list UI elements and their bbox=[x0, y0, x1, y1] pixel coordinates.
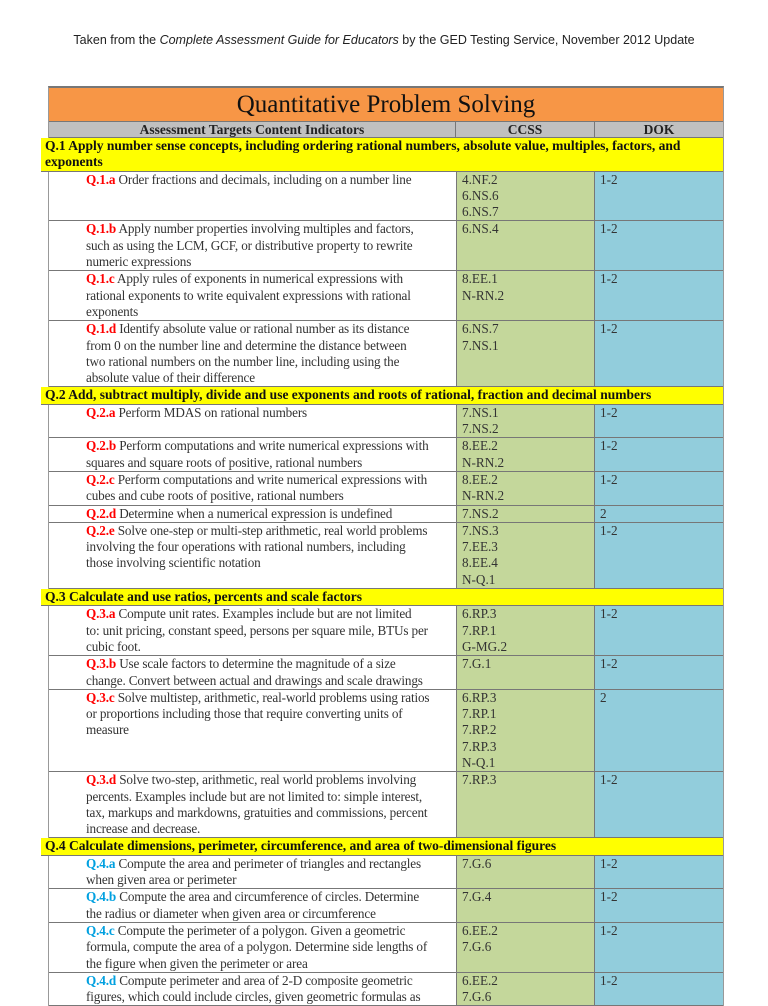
table-row bbox=[49, 438, 723, 472]
indicator-text: formula, compute the area of a polygon. Determine side lengths of bbox=[86, 939, 428, 955]
header-row bbox=[49, 122, 723, 138]
ccss-code: N-Q.1 bbox=[462, 754, 496, 770]
section-heading bbox=[41, 387, 723, 404]
ccss-code: N-RN.2 bbox=[462, 287, 505, 303]
indicator-line bbox=[86, 254, 456, 270]
indicator-line bbox=[86, 923, 456, 939]
indicator-cell bbox=[49, 690, 456, 771]
ccss-code: 6.EE.2 bbox=[462, 972, 498, 988]
indicator-line bbox=[86, 821, 456, 837]
table-row bbox=[49, 321, 723, 387]
section-heading bbox=[41, 838, 723, 855]
indicator-text: Identify absolute value or rational number as its distance bbox=[119, 321, 410, 337]
indicator-text: Perform MDAS on rational numbers bbox=[118, 404, 308, 420]
ccss-cell bbox=[456, 321, 595, 386]
table-row bbox=[49, 606, 723, 656]
indicator-text: cubes and cube roots of positive, rational numbers bbox=[86, 488, 344, 504]
caption-book-title: Complete Assessment Guide for Educators bbox=[159, 33, 399, 47]
indicator-cell bbox=[49, 973, 456, 1006]
ccss-code: 6.NS.6 bbox=[462, 187, 499, 203]
indicator-text: change. Convert between actual and drawings and scale drawings bbox=[86, 672, 423, 688]
indicator-line bbox=[86, 555, 456, 571]
ccss-cell bbox=[456, 271, 595, 320]
table-row bbox=[49, 221, 723, 271]
dok-cell: 1-2 bbox=[595, 172, 723, 221]
indicator-text: cubic foot. bbox=[86, 638, 141, 654]
dok-cell: 1-2 bbox=[595, 856, 723, 889]
indicator-text: or proportions including those that require converting units of bbox=[86, 706, 403, 722]
indicator-label: Q.3.a bbox=[86, 606, 116, 622]
indicator-text: Compute perimeter and area of 2-D composite geometric bbox=[119, 972, 413, 988]
table-row bbox=[49, 506, 723, 523]
ccss-code: N-Q.1 bbox=[462, 571, 496, 587]
indicator-line bbox=[86, 304, 456, 320]
dok-cell: 1-2 bbox=[595, 221, 723, 270]
indicator-cell bbox=[49, 172, 456, 221]
ccss-code: 7.RP.2 bbox=[462, 722, 497, 738]
indicator-cell bbox=[49, 656, 456, 689]
ccss-cell bbox=[456, 889, 595, 922]
indicator-label: Q.4.d bbox=[86, 972, 117, 988]
indicator-line bbox=[86, 889, 456, 905]
assessment-table bbox=[45, 86, 724, 1006]
indicator-line bbox=[86, 706, 456, 722]
ccss-code: 6.RP.3 bbox=[462, 689, 497, 705]
dok-cell: 1-2 bbox=[595, 772, 723, 837]
header-dok: DOK bbox=[643, 122, 675, 137]
indicator-text: Compute unit rates. Examples include but are not limited bbox=[118, 606, 412, 622]
indicator-line bbox=[86, 673, 456, 689]
indicator-line bbox=[86, 973, 456, 989]
indicator-text: to: unit pricing, constant speed, persons per square mile, BTUs per bbox=[86, 622, 428, 638]
indicator-line bbox=[86, 989, 456, 1005]
indicator-label: Q.2.c bbox=[86, 471, 115, 487]
indicator-cell bbox=[49, 889, 456, 922]
indicator-line bbox=[86, 354, 456, 370]
indicator-line bbox=[86, 172, 456, 188]
section-heading-line: Q.4 Calculate dimensions, perimeter, circumference, and area of two-dimensional figures bbox=[45, 838, 557, 854]
ccss-code: N-RN.2 bbox=[462, 454, 505, 470]
indicator-text: Compute the area and circumference of circles. Determine bbox=[119, 889, 420, 905]
dok-cell: 1-2 bbox=[595, 271, 723, 320]
ccss-code: 8.EE.2 bbox=[462, 438, 498, 454]
indicator-line bbox=[86, 789, 456, 805]
indicator-cell bbox=[49, 221, 456, 270]
header-indicators: Assessment Targets Content Indicators bbox=[49, 122, 456, 137]
indicator-label: Q.1.b bbox=[86, 221, 117, 237]
ccss-cell bbox=[456, 606, 595, 655]
indicator-text: Apply rules of exponents in numerical expressions with bbox=[116, 271, 403, 287]
dok-cell: 1-2 bbox=[595, 321, 723, 386]
indicator-cell bbox=[49, 606, 456, 655]
indicator-text: exponents bbox=[86, 303, 139, 319]
indicator-text: Solve multistep, arithmetic, real-world problems using ratios bbox=[117, 689, 430, 705]
indicator-text: involving the four operations with rational numbers, including bbox=[86, 539, 406, 555]
dok-cell: 1-2 bbox=[595, 973, 723, 1006]
dok-cell: 2 bbox=[595, 690, 723, 771]
indicator-line bbox=[86, 906, 456, 922]
ccss-code: N-RN.2 bbox=[462, 488, 505, 504]
indicator-cell bbox=[49, 856, 456, 889]
indicator-line bbox=[86, 690, 456, 706]
table-row bbox=[49, 472, 723, 506]
dok-cell: 1-2 bbox=[595, 889, 723, 922]
indicator-text: when given area or perimeter bbox=[86, 872, 237, 888]
indicator-label: Q.4.b bbox=[86, 889, 117, 905]
ccss-cell bbox=[456, 923, 595, 972]
indicator-text: rational exponents to write equivalent expressions with rational bbox=[86, 287, 411, 303]
indicator-line bbox=[86, 271, 456, 287]
indicator-label: Q.3.d bbox=[86, 772, 117, 788]
table-row bbox=[49, 772, 723, 838]
indicator-text: Solve two-step, arithmetic, real world problems involving bbox=[119, 772, 417, 788]
indicator-text: from 0 on the number line and determine the distance between bbox=[86, 337, 407, 353]
indicator-text: those involving scientific notation bbox=[86, 555, 261, 571]
table-row bbox=[49, 405, 723, 439]
indicator-cell bbox=[49, 772, 456, 837]
section-heading-line: Q.2 Add, subtract multiply, divide and use exponents and roots of rational, fraction and decimal numbers bbox=[45, 387, 652, 403]
ccss-cell bbox=[456, 172, 595, 221]
indicator-line bbox=[86, 321, 456, 337]
ccss-code: 6.RP.3 bbox=[462, 606, 497, 622]
indicator-line bbox=[86, 488, 456, 504]
ccss-cell bbox=[456, 405, 595, 438]
section-heading bbox=[41, 589, 723, 606]
indicator-label: Q.2.a bbox=[86, 404, 116, 420]
indicator-text: Determine when a numerical expression is undefined bbox=[119, 505, 393, 521]
indicator-line bbox=[86, 506, 456, 522]
ccss-code: 7.G.6 bbox=[462, 989, 492, 1005]
indicator-text: such as using the LCM, GCF, or distributive property to rewrite bbox=[86, 237, 413, 253]
ccss-code: 7.NS.2 bbox=[462, 421, 499, 437]
ccss-cell bbox=[456, 973, 595, 1006]
table-row bbox=[49, 923, 723, 973]
indicator-line bbox=[86, 438, 456, 454]
section-heading-line: Q.1 Apply number sense concepts, including ordering rational numbers, absolute value, multiples, factors, and bbox=[45, 138, 681, 153]
table-row bbox=[49, 523, 723, 589]
indicator-line bbox=[86, 606, 456, 622]
ccss-code: 7.G.6 bbox=[462, 855, 492, 871]
indicator-line bbox=[86, 856, 456, 872]
ccss-code: 7.G.1 bbox=[462, 656, 492, 672]
ccss-cell bbox=[456, 506, 595, 522]
indicator-text: tax, markups and markdowns, gratuities and commissions, percent bbox=[86, 804, 428, 820]
ccss-code: 7.NS.2 bbox=[462, 505, 499, 521]
indicator-cell bbox=[49, 438, 456, 471]
indicator-cell bbox=[49, 405, 456, 438]
indicator-cell bbox=[49, 321, 456, 386]
ccss-code: 7.EE.3 bbox=[462, 539, 498, 555]
ccss-code: 7.G.6 bbox=[462, 939, 492, 955]
indicator-line bbox=[86, 722, 456, 738]
indicator-line bbox=[86, 639, 456, 655]
dok-cell: 1-2 bbox=[595, 656, 723, 689]
indicator-label: Q.2.b bbox=[86, 438, 117, 454]
table-row bbox=[49, 656, 723, 690]
section-heading-line: exponents bbox=[45, 154, 103, 170]
indicator-text: percents. Examples include but are not limited to: simple interest, bbox=[86, 788, 423, 804]
dok-cell: 1-2 bbox=[595, 523, 723, 588]
ccss-code: 7.NS.3 bbox=[462, 522, 499, 538]
indicator-text: absolute value of their difference bbox=[86, 370, 255, 386]
indicator-line bbox=[86, 872, 456, 888]
dok-cell: 1-2 bbox=[595, 438, 723, 471]
indicator-label: Q.2.d bbox=[86, 505, 117, 521]
table-row bbox=[49, 856, 723, 890]
ccss-code: 7.RP.1 bbox=[462, 706, 497, 722]
indicator-text: the radius or diameter when given area or circumference bbox=[86, 905, 376, 921]
table-row bbox=[49, 973, 723, 1006]
dok-cell: 1-2 bbox=[595, 606, 723, 655]
header-ccss: CCSS bbox=[456, 122, 595, 137]
indicator-label: Q.4.a bbox=[86, 855, 116, 871]
indicator-text: Use scale factors to determine the magnitude of a size bbox=[119, 656, 396, 672]
indicator-line bbox=[86, 472, 456, 488]
indicator-text: the figure when given the perimeter or area bbox=[86, 955, 308, 971]
indicator-label: Q.3.c bbox=[86, 689, 115, 705]
indicator-text: Perform computations and write numerical expressions with bbox=[117, 471, 428, 487]
ccss-code: 8.EE.4 bbox=[462, 555, 498, 571]
ccss-cell bbox=[456, 438, 595, 471]
ccss-code: 7.RP.3 bbox=[462, 738, 497, 754]
indicator-text: two rational numbers on the number line, including using the bbox=[86, 353, 400, 369]
ccss-code: 4.NF.2 bbox=[462, 171, 498, 187]
ccss-code: 8.EE.2 bbox=[462, 471, 498, 487]
section-heading bbox=[41, 138, 723, 172]
indicator-label: Q.3.b bbox=[86, 656, 117, 672]
indicator-text: increase and decrease. bbox=[86, 821, 201, 837]
indicator-text: Apply number properties involving multiples and factors, bbox=[118, 221, 414, 237]
table-row bbox=[49, 271, 723, 321]
ccss-code: 7.NS.1 bbox=[462, 337, 499, 353]
indicator-line bbox=[86, 805, 456, 821]
indicator-line bbox=[86, 288, 456, 304]
indicator-cell bbox=[49, 523, 456, 588]
indicator-line bbox=[86, 455, 456, 471]
caption-text: by the GED Testing Service, November 2012 Update bbox=[398, 33, 695, 47]
indicator-text: figures, which could include circles, given geometric formulas as bbox=[86, 989, 421, 1005]
indicator-line bbox=[86, 656, 456, 672]
indicator-cell bbox=[49, 271, 456, 320]
table-row bbox=[49, 172, 723, 222]
ccss-cell bbox=[456, 856, 595, 889]
indicator-line bbox=[86, 956, 456, 972]
ccss-code: 7.RP.1 bbox=[462, 622, 497, 638]
indicator-text: Solve one-step or multi-step arithmetic, real world problems bbox=[117, 522, 428, 538]
indicator-label: Q.2.e bbox=[86, 522, 115, 538]
indicator-text: squares and square roots of positive, rational numbers bbox=[86, 454, 363, 470]
ccss-cell bbox=[456, 690, 595, 771]
indicator-line bbox=[86, 338, 456, 354]
section-heading-line: Q.3 Calculate and use ratios, percents and scale factors bbox=[45, 589, 362, 605]
indicator-line bbox=[86, 238, 456, 254]
indicator-cell bbox=[49, 506, 456, 522]
indicator-text: Compute the perimeter of a polygon. Given a geometric bbox=[117, 922, 406, 938]
indicator-label: Q.1.a bbox=[86, 171, 116, 187]
ccss-code: 7.RP.3 bbox=[462, 772, 497, 788]
ccss-cell bbox=[456, 472, 595, 505]
ccss-cell bbox=[456, 221, 595, 270]
indicator-cell bbox=[49, 472, 456, 505]
ccss-code: 7.G.4 bbox=[462, 889, 492, 905]
indicator-line bbox=[86, 523, 456, 539]
indicator-text: measure bbox=[86, 722, 129, 738]
ccss-code: 8.EE.1 bbox=[462, 271, 498, 287]
indicator-cell bbox=[49, 923, 456, 972]
ccss-code: 7.NS.1 bbox=[462, 404, 499, 420]
table-title: Quantitative Problem Solving bbox=[49, 88, 723, 122]
table-row bbox=[49, 690, 723, 772]
indicator-line bbox=[86, 405, 456, 421]
dok-cell: 2 bbox=[595, 506, 723, 522]
indicator-text: numeric expressions bbox=[86, 254, 192, 270]
ccss-code: 6.EE.2 bbox=[462, 922, 498, 938]
table-row bbox=[49, 889, 723, 923]
indicator-line bbox=[86, 370, 456, 386]
indicator-text: Perform computations and write numerical expressions with bbox=[119, 438, 429, 454]
indicator-text: Order fractions and decimals, including on a number line bbox=[118, 171, 412, 187]
source-caption bbox=[0, 33, 768, 47]
indicator-line bbox=[86, 772, 456, 788]
indicator-line bbox=[86, 539, 456, 555]
ccss-cell bbox=[456, 772, 595, 837]
indicator-line bbox=[86, 939, 456, 955]
indicator-text: Compute the area and perimeter of triangles and rectangles bbox=[118, 855, 421, 871]
ccss-code: 6.NS.4 bbox=[462, 221, 499, 237]
ccss-code: 6.NS.7 bbox=[462, 321, 499, 337]
table-body bbox=[45, 138, 723, 1006]
indicator-label: Q.4.c bbox=[86, 922, 115, 938]
dok-cell: 1-2 bbox=[595, 472, 723, 505]
ccss-code: G-MG.2 bbox=[462, 638, 508, 654]
dok-cell: 1-2 bbox=[595, 923, 723, 972]
ccss-cell bbox=[456, 523, 595, 588]
indicator-label: Q.1.c bbox=[86, 271, 115, 287]
ccss-code: 6.NS.7 bbox=[462, 204, 499, 220]
indicator-line bbox=[86, 221, 456, 237]
dok-cell: 1-2 bbox=[595, 405, 723, 438]
indicator-label: Q.1.d bbox=[86, 321, 117, 337]
caption-text: Taken from the bbox=[73, 33, 160, 47]
indicator-line bbox=[86, 623, 456, 639]
ccss-cell bbox=[456, 656, 595, 689]
